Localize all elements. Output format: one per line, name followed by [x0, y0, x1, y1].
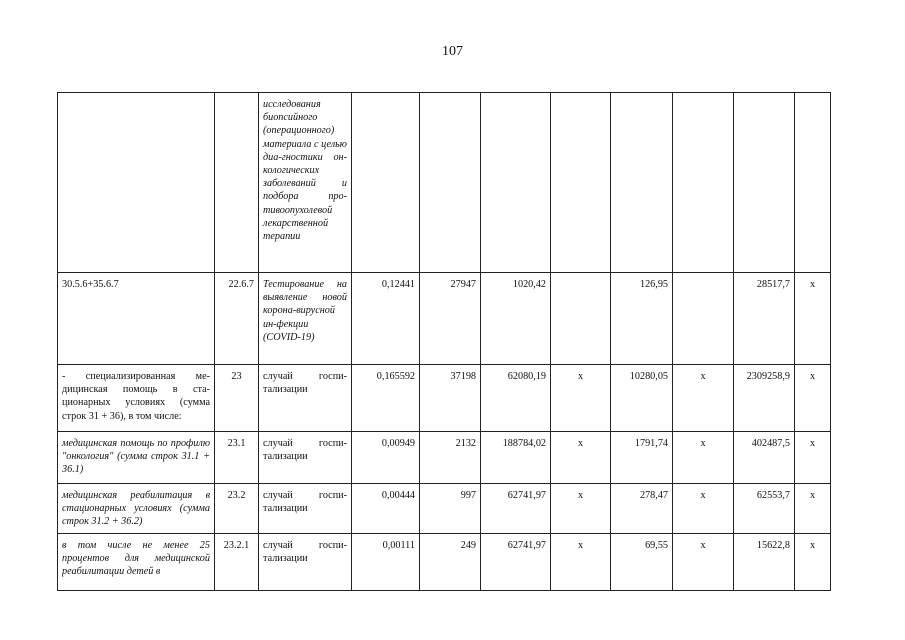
- cell-v5: 10280,05: [611, 365, 673, 432]
- row-unit: исследования биопсийного (операционного) материала с целью диа-гностики он-кологических заболеваний и подбора про-тивоопухолевой лекарственной терапии: [259, 93, 352, 273]
- table-row: [58, 432, 831, 484]
- cell-v1: 0,00444: [352, 484, 420, 534]
- table-row: [58, 365, 831, 432]
- row-code: 23.1: [215, 432, 259, 484]
- row-code: 23: [215, 365, 259, 432]
- row-code: [215, 93, 259, 273]
- cell-v4: [551, 93, 611, 273]
- data-table: [57, 92, 831, 591]
- cell-v5: [611, 93, 673, 273]
- cell-v4: х: [551, 534, 611, 591]
- row-code: 23.2.1: [215, 534, 259, 591]
- row-name: - специализированная ме-дицинская помощь в ста-ционарных условиях (сумма строк 31 + 36), в том числе:: [58, 365, 215, 432]
- cell-v3: 62741,97: [481, 484, 551, 534]
- cell-v5: 1791,74: [611, 432, 673, 484]
- cell-v2: 997: [420, 484, 481, 534]
- cell-v5: 278,47: [611, 484, 673, 534]
- cell-v1: 0,00111: [352, 534, 420, 591]
- cell-v7: 2309258,9: [734, 365, 795, 432]
- page-number: 107: [442, 44, 463, 59]
- cell-v8: х: [795, 484, 831, 534]
- table-row: [58, 534, 831, 591]
- cell-v2: 249: [420, 534, 481, 591]
- row-name: 30.5.6+35.6.7: [58, 273, 215, 365]
- cell-v3: 1020,42: [481, 273, 551, 365]
- cell-v7: 28517,7: [734, 273, 795, 365]
- row-name: [58, 93, 215, 273]
- cell-v7: [734, 93, 795, 273]
- cell-v8: х: [795, 534, 831, 591]
- row-name: медицинская помощь по профилю "онкология" (сумма строк 31.1 + 36.1): [58, 432, 215, 484]
- cell-v1: 0,165592: [352, 365, 420, 432]
- cell-v4: х: [551, 432, 611, 484]
- cell-v8: х: [795, 365, 831, 432]
- cell-v6: х: [673, 484, 734, 534]
- cell-v3: [481, 93, 551, 273]
- row-unit: случай госпи-тализации: [259, 534, 352, 591]
- cell-v7: 62553,7: [734, 484, 795, 534]
- cell-v1: 0,12441: [352, 273, 420, 365]
- cell-v2: 27947: [420, 273, 481, 365]
- cell-v3: 62741,97: [481, 534, 551, 591]
- cell-v6: х: [673, 365, 734, 432]
- cell-v8: х: [795, 273, 831, 365]
- table-row: [58, 93, 831, 273]
- row-code: 23.2: [215, 484, 259, 534]
- cell-v4: х: [551, 484, 611, 534]
- cell-v7: 15622,8: [734, 534, 795, 591]
- row-unit: случай госпи-тализации: [259, 432, 352, 484]
- cell-v2: 2132: [420, 432, 481, 484]
- row-unit: случай госпи-тализации: [259, 484, 352, 534]
- cell-v6: х: [673, 432, 734, 484]
- cell-v2: 37198: [420, 365, 481, 432]
- row-name-text: в том числе не менее 25 процентов для медицинской реабилитации детей в: [62, 540, 210, 578]
- row-code: 22.6.7: [215, 273, 259, 365]
- cell-v6: [673, 93, 734, 273]
- row-name: медицинская реабилитация в стационарных условиях (сумма строк 31.2 + 36.2): [58, 484, 215, 534]
- table-row: [58, 484, 831, 534]
- cell-v2: [420, 93, 481, 273]
- table-row: [58, 273, 831, 365]
- cell-v8: [795, 93, 831, 273]
- cell-v7: 402487,5: [734, 432, 795, 484]
- cell-v1: [352, 93, 420, 273]
- cell-v1: 0,00949: [352, 432, 420, 484]
- cell-v8: х: [795, 432, 831, 484]
- cell-v6: [673, 273, 734, 365]
- row-name: [58, 534, 215, 591]
- cell-v3: 188784,02: [481, 432, 551, 484]
- cell-v6: х: [673, 534, 734, 591]
- cell-v4: х: [551, 365, 611, 432]
- cell-v5: 69,55: [611, 534, 673, 591]
- cell-v3: 62080,19: [481, 365, 551, 432]
- row-unit: случай госпи-тализации: [259, 365, 352, 432]
- cell-v4: [551, 273, 611, 365]
- cell-v5: 126,95: [611, 273, 673, 365]
- row-unit: Тестирование на выявление новой корона-вирусной ин-фекции (COVID-19): [259, 273, 352, 365]
